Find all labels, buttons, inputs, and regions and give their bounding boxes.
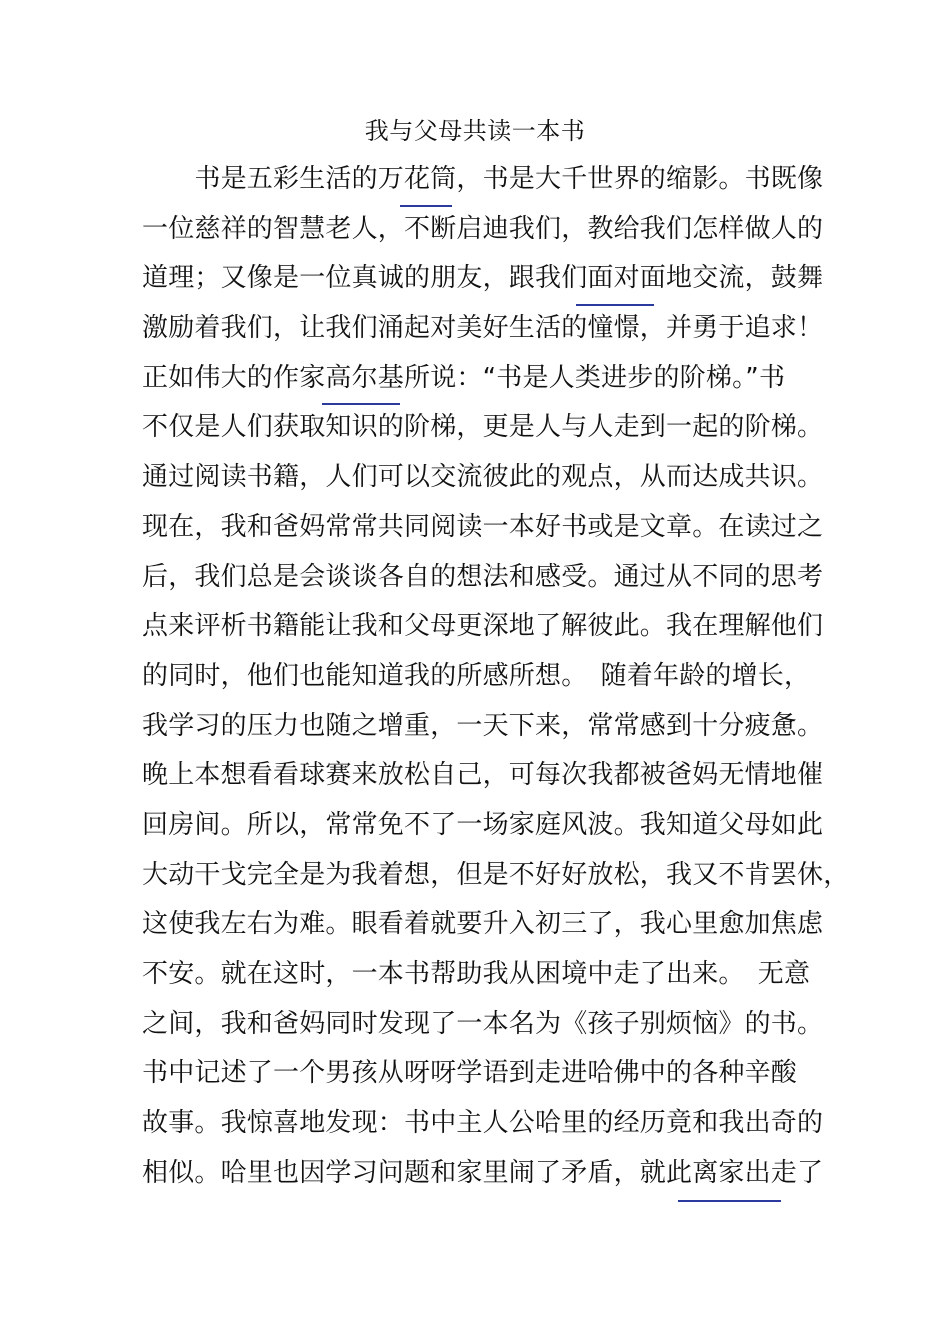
body-line: 现在，我和爸妈常常共同阅读一本好书或是文章。在读过之 [142,511,824,542]
body-line: 大动干戈完全是为我着想，但是不好好放松，我又不肯罢休， [142,859,850,890]
body-line: 后，我们总是会谈谈各自的想法和感受。通过从不同的思考 [142,561,824,592]
body-line: 这使我左右为难。眼看着就要升入初三了，我心里愈加焦虑 [142,909,824,940]
body-line: 点来评析书籍能让我和父母更深地了解彼此。我在理解他们 [142,611,824,642]
underline-mark [576,304,654,306]
body-line: 我学习的压力也随之增重，一天下来，常常感到十分疲惫。 [142,710,824,741]
body-line: 激励着我们，让我们涌起对美好生活的憧憬，并勇于追求！ [142,313,824,344]
body-line: 通过阅读书籍，人们可以交流彼此的观点，从而达成共识。 [142,462,824,493]
body-line: 正如伟大的作家高尔基所说：“书是人类进步的阶梯。”书 [142,362,786,393]
underline-mark [322,403,400,405]
underline-mark [678,1200,781,1202]
body-line: 不仅是人们获取知识的阶梯，更是人与人走到一起的阶梯。 [142,412,824,443]
body-line: 晚上本想看看球赛来放松自己，可每次我都被爸妈无情地催 [142,760,824,791]
body-line: 一位慈祥的智慧老人，不断启迪我们，教给我们怎样做人的 [142,213,824,244]
body-line: 书是五彩生活的万花筒，书是大千世界的缩影。书既像 [142,164,824,194]
body-line: 的同时，他们也能知道我的所感所想。 随着年龄的增长， [142,660,811,691]
body-line: 道理；又像是一位真诚的朋友，跟我们面对面地交流，鼓舞 [142,263,824,294]
underline-mark [400,205,452,207]
body-line: 回房间。所以，常常免不了一场家庭风波。我知道父母如此 [142,809,824,840]
body-line: 故事。我惊喜地发现：书中主人公哈里的经历竟和我出奇的 [142,1108,824,1139]
body-line: 书中记述了一个男孩从呀呀学语到走进哈佛中的各种辛酸 [142,1058,798,1089]
document-body [142,155,850,1198]
body-line: 相似。哈里也因学习问题和家里闹了矛盾，就此离家出走了 [142,1157,824,1188]
body-line: 不安。就在这时，一本书帮助我从困境中走了出来。 无意 [142,959,811,989]
body-line: 之间，我和爸妈同时发现了一本名为《孩子别烦恼》的书。 [142,1008,824,1039]
document-title: 我与父母共读一本书 [364,117,586,145]
